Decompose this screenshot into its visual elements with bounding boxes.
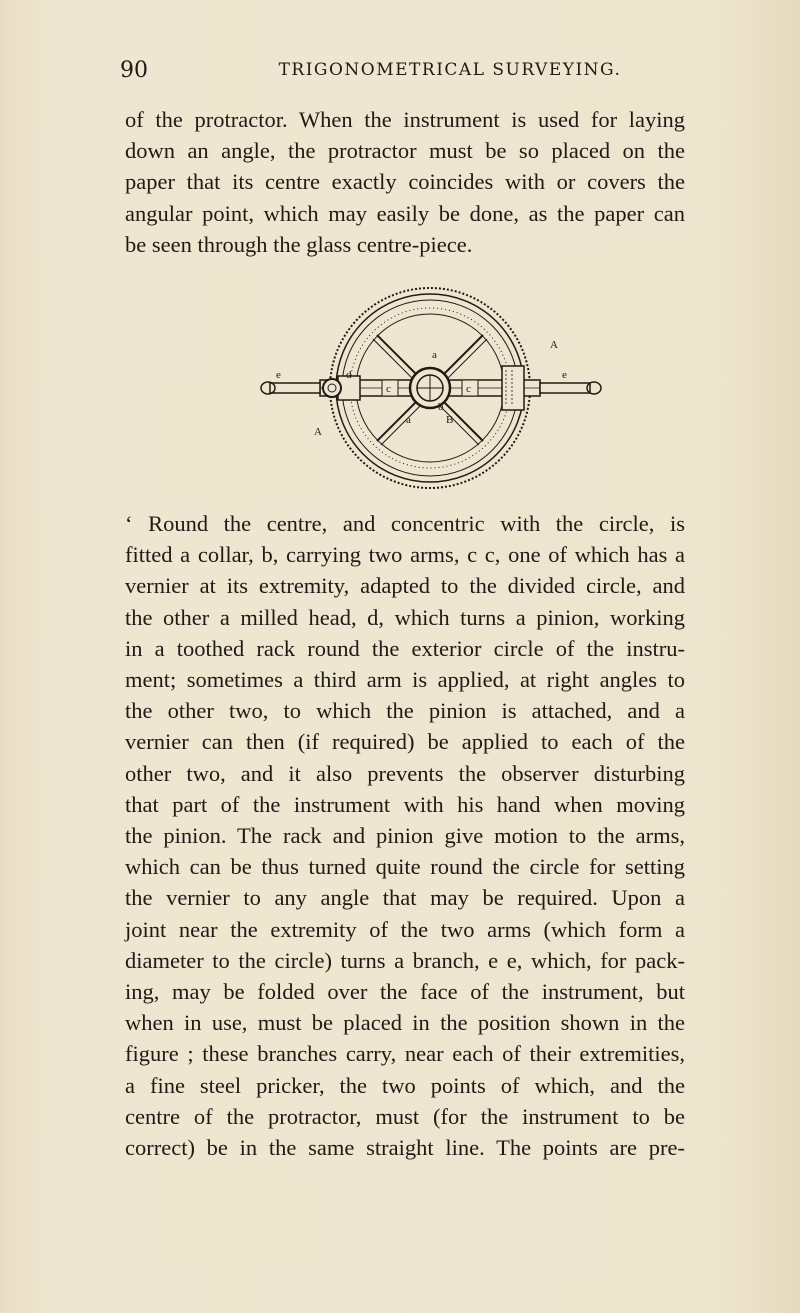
running-head: TRIGONOMETRICAL SURVEYING. xyxy=(278,60,622,80)
label-d: d xyxy=(346,369,352,381)
label-e-right: e xyxy=(562,369,567,381)
label-A-left: A xyxy=(314,426,322,438)
text-line: joint near the extremity of the two arms (which form a xyxy=(125,916,685,942)
label-a-bottom: a xyxy=(406,414,411,426)
label-c-right: c xyxy=(466,383,471,395)
label-c-left: c xyxy=(386,383,391,395)
text-line: fitted a collar, b, carrying two arms, c c, one of which has a xyxy=(125,542,685,568)
text-line: in a toothed rack round the exterior circle of the instru- xyxy=(125,635,685,661)
text-line: the other a milled head, d, which turns a pinion, working xyxy=(125,604,685,630)
text-line: diameter to the circle) turns a branch, e e, which, for pack- xyxy=(125,947,685,973)
label-b: b xyxy=(438,401,444,413)
text-line: a fine steel pricker, the two points of which, and the xyxy=(125,1072,685,1098)
text-line: other two, and it also prevents the observer disturbing xyxy=(125,760,685,786)
text-line: be seen through the glass centre-piece. xyxy=(125,231,473,257)
text-line: paper that its centre exactly coincides with or covers the xyxy=(125,169,685,195)
text-line: the pinion. The rack and pinion give motion to the arms, xyxy=(125,823,685,849)
text-line: correct) be in the same straight line. The points are pre- xyxy=(125,1135,685,1161)
text-line: vernier at its extremity, adapted to the divided circle, and xyxy=(125,573,685,599)
label-A-top: A xyxy=(550,339,558,351)
text-line: that part of the instrument with his hand when moving xyxy=(125,791,685,817)
label-a-top: a xyxy=(432,349,437,361)
text-line: centre of the protractor, must (for the instrument to be xyxy=(125,1103,685,1129)
text-line: ‘ Round the centre, and concentric with the circle, is xyxy=(125,511,685,536)
paragraph-2 xyxy=(125,508,685,1163)
protractor-illustration xyxy=(250,278,630,498)
label-B: B xyxy=(446,414,454,426)
text-line: angular point, which may easily be done, as the paper can xyxy=(125,200,685,226)
text-line: figure ; these branches carry, near each of their extremities, xyxy=(125,1041,685,1067)
paragraph-1 xyxy=(125,104,685,260)
text-line: the other two, to which the pinion is attached, and a xyxy=(125,698,685,724)
page-header xyxy=(120,58,680,88)
text-line: ing, may be folded over the face of the instrument, but xyxy=(125,979,685,1005)
text-line: vernier can then (if required) be applied to each of the xyxy=(125,729,685,755)
page-number: 90 xyxy=(120,58,148,83)
text-line: of the protractor. When the instrument is used for laying xyxy=(125,107,685,132)
label-e-left: e xyxy=(276,369,281,381)
text-line: when in use, must be placed in the position shown in the xyxy=(125,1010,685,1036)
text-line: ment; sometimes a third arm is applied, at right angles to xyxy=(125,667,685,693)
protractor-figure xyxy=(250,278,630,498)
text-line: down an angle, the protractor must be so placed on the xyxy=(125,138,685,164)
text-line: which can be thus turned quite round the circle for setting xyxy=(125,854,685,880)
text-line: the vernier to any angle that may be required. Upon a xyxy=(125,885,685,911)
